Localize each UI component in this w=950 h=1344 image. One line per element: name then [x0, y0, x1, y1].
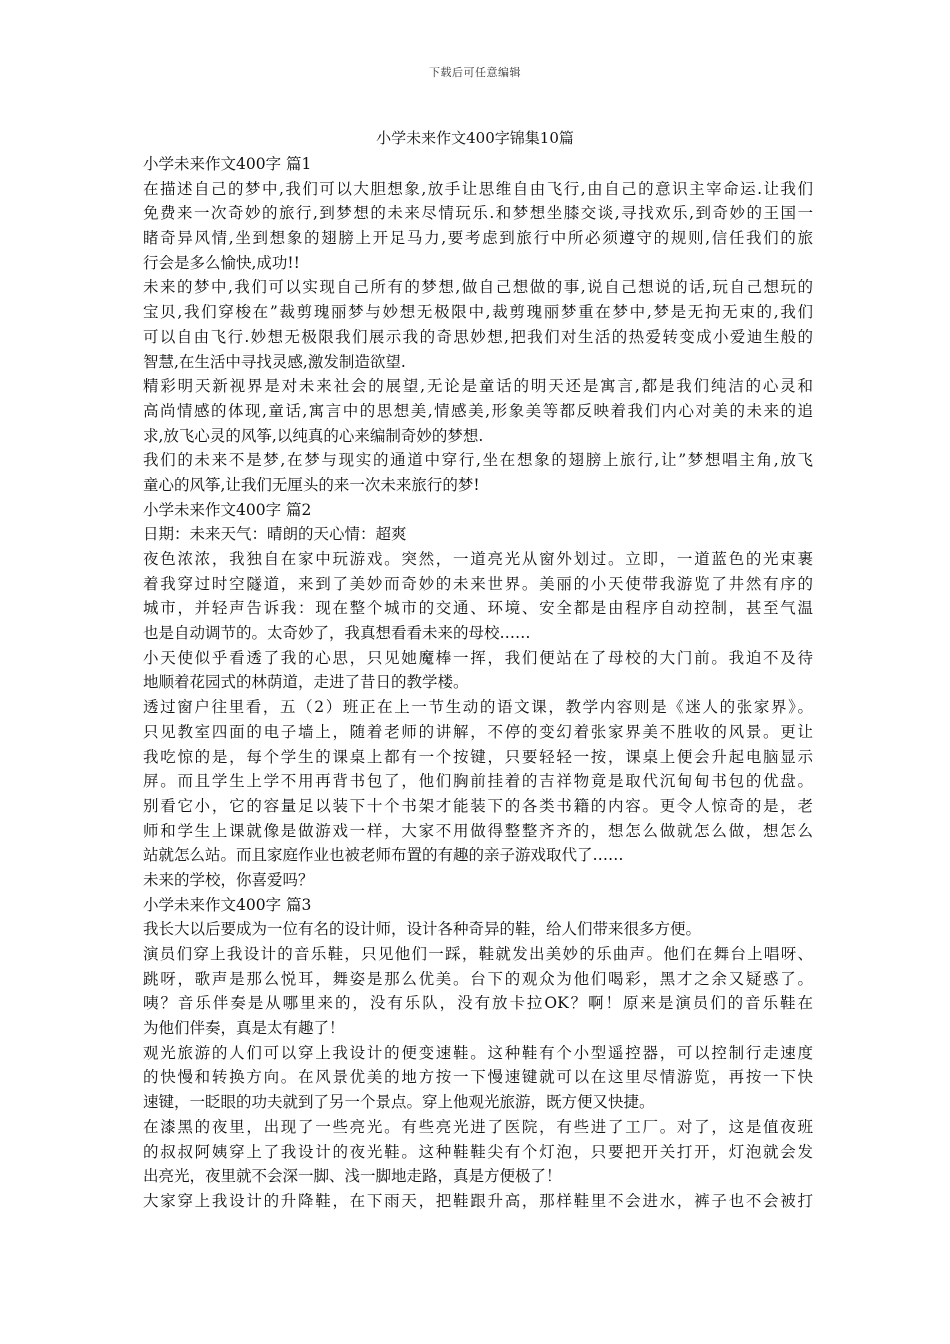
- text-line: 大家穿上我设计的升降鞋，在下雨天，把鞋跟升高，那样鞋里不会进水，裤子也不会被打: [143, 1191, 813, 1210]
- text-line: 可以自由飞行.妙想无极限我们展示我的奇思妙想,把我们对生活的热爱转变成小爱迪生般的: [143, 327, 813, 346]
- text-line: 观光旅游的人们可以穿上我设计的便变速鞋。这种鞋有个小型遥控器，可以控制行走速度: [143, 1043, 813, 1062]
- text-line: 睹奇异风情,坐到想象的翅膀上开足马力,要考虑到旅行中所必须遵守的规则,信任我们的旅: [143, 229, 813, 248]
- text-line: 高尚情感的体现,童话,寓言中的思想美,情感美,形象美等都反映着我们内心对美的未来的追: [143, 401, 813, 420]
- text-line: 屏。而且学生上学不用再背书包了，他们胸前挂着的吉祥物竟是取代沉甸甸书包的优盘。: [143, 772, 813, 791]
- text-line: 精彩明天新视界是对未来社会的展望,无论是童话的明天还是寓言,都是我们纯洁的心灵和: [143, 377, 813, 396]
- text-line: 行会是多么愉快,成功!!: [143, 253, 300, 272]
- text-line: 童心的风筝,让我们无厘头的来一次未来旅行的梦!: [143, 475, 480, 494]
- text-line: 也是自动调节的。太奇妙了，我真想看看未来的母校……: [143, 624, 531, 643]
- text-line: 未来的学校，你喜爱吗？: [143, 870, 314, 889]
- text-line: 为他们伴奏，真是太有趣了！: [143, 1019, 345, 1038]
- text-line: 求,放飞心灵的风筝,以纯真的心来编制奇妙的梦想.: [143, 426, 484, 445]
- text-line: 着我穿过时空隧道，来到了美妙而奇妙的未来世界。美丽的小天使带我游览了井然有序的: [143, 574, 813, 593]
- text-line: 咦？音乐伴奏是从哪里来的，没有乐队，没有放卡拉OK？啊！原来是演员们的音乐鞋在: [143, 994, 813, 1013]
- text-line: 我们的未来不是梦,在梦与现实的通道中穿行,坐在想象的翅膀上旅行,让”梦想唱主角,放飞: [143, 451, 813, 470]
- text-line: 跳呀，歌声是那么悦耳，舞姿是那么优美。台下的观众为他们喝彩，黑才之余又疑惑了。: [143, 969, 813, 988]
- text-line: 宝贝,我们穿梭在”裁剪瑰丽梦与妙想无极限中,裁剪瑰丽梦重在梦中,梦是无拘无束的,我们: [143, 303, 813, 322]
- text-line: 免费来一次奇妙的旅行,到梦想的未来尽情玩乐.和梦想坐膝交谈,寻找欢乐,到奇妙的王国一: [143, 204, 813, 223]
- text-line: 小学未来作文400字 篇3: [143, 895, 312, 914]
- text-line: 我长大以后要成为一位有名的设计师，设计各种奇异的鞋，给人们带来很多方便。: [143, 920, 702, 939]
- text-line: 出亮光，夜里就不会深一脚、浅一脚地走路，真是方便极了！: [143, 1167, 562, 1186]
- document-title: 小学未来作文400字锦集10篇: [376, 129, 574, 147]
- header-note: 下载后可任意编辑: [429, 66, 521, 79]
- document-body: [143, 152, 813, 1214]
- text-line: 小学未来作文400字 篇1: [143, 155, 312, 173]
- text-line: 地顺着花园式的林荫道，走进了昔日的教学楼。: [143, 673, 469, 692]
- text-line: 的快慢和转换方向。在风景优美的地方按一下慢速键就可以在这里尽情游览，再按一下快: [143, 1068, 813, 1087]
- text-line: 在漆黑的夜里，出现了一些亮光。有些亮光进了医院，有些进了工厂。对了，这是值夜班: [143, 1117, 813, 1136]
- text-line: 我吃惊的是，每个学生的课桌上都有一个按键，只要轻轻一按，课桌上便会升起电脑显示: [143, 747, 813, 766]
- text-line: 夜色浓浓，我独自在家中玩游戏。突然，一道亮光从窗外划过。立即，一道蓝色的光束裹: [143, 550, 813, 568]
- text-line: 演员们穿上我设计的音乐鞋，只见他们一踩，鞋就发出美妙的乐曲声。他们在舞台上唱呀、: [143, 945, 813, 963]
- text-line: 的叔叔阿姨穿上了我设计的夜光鞋。这种鞋鞋尖有个灯泡，只要把开关打开，灯泡就会发: [143, 1142, 813, 1161]
- text-line: 只见教室四面的电子墙上，随着老师的讲解，不停的变幻着张家界美不胜收的风景。更让: [143, 722, 813, 741]
- text-line: 未来的梦中,我们可以实现自己所有的梦想,做自己想做的事,说自己想说的话,玩自己想玩的: [143, 278, 813, 297]
- text-line: 速键，一眨眼的功夫就到了另一个景点。穿上他观光旅游，既方便又快捷。: [143, 1093, 655, 1112]
- text-line: 小学未来作文400字 篇2: [143, 500, 312, 519]
- text-line: 在描述自己的梦中,我们可以大胆想象,放手让思维自由飞行,由自己的意识主宰命运.让我们: [143, 179, 813, 198]
- text-line: 站就怎么站。而且家庭作业也被老师布置的有趣的亲子游戏取代了……: [143, 846, 624, 865]
- text-line: 日期：未来天气：晴朗的天心情：超爽: [143, 525, 407, 544]
- text-line: 城市，并轻声告诉我：现在整个城市的交通、环境、安全都是由程序自动控制，甚至气温: [143, 599, 813, 618]
- text-line: 师和学生上课就像是做游戏一样，大家不用做得整整齐齐的，想怎么做就怎么做，想怎么: [143, 821, 813, 840]
- text-line: 别看它小，它的容量足以装下十个书架才能装下的各类书籍的内容。更令人惊奇的是，老: [143, 796, 813, 815]
- text-line: 智慧,在生活中寻找灵感,激发制造欲望.: [143, 352, 406, 371]
- text-line: 小天使似乎看透了我的心思，只见她魔棒一挥，我们便站在了母校的大门前。我迫不及待: [143, 648, 813, 667]
- text-line: 透过窗户往里看，五（2）班正在上一节生动的语文课，教学内容则是《迷人的张家界》。: [143, 698, 813, 717]
